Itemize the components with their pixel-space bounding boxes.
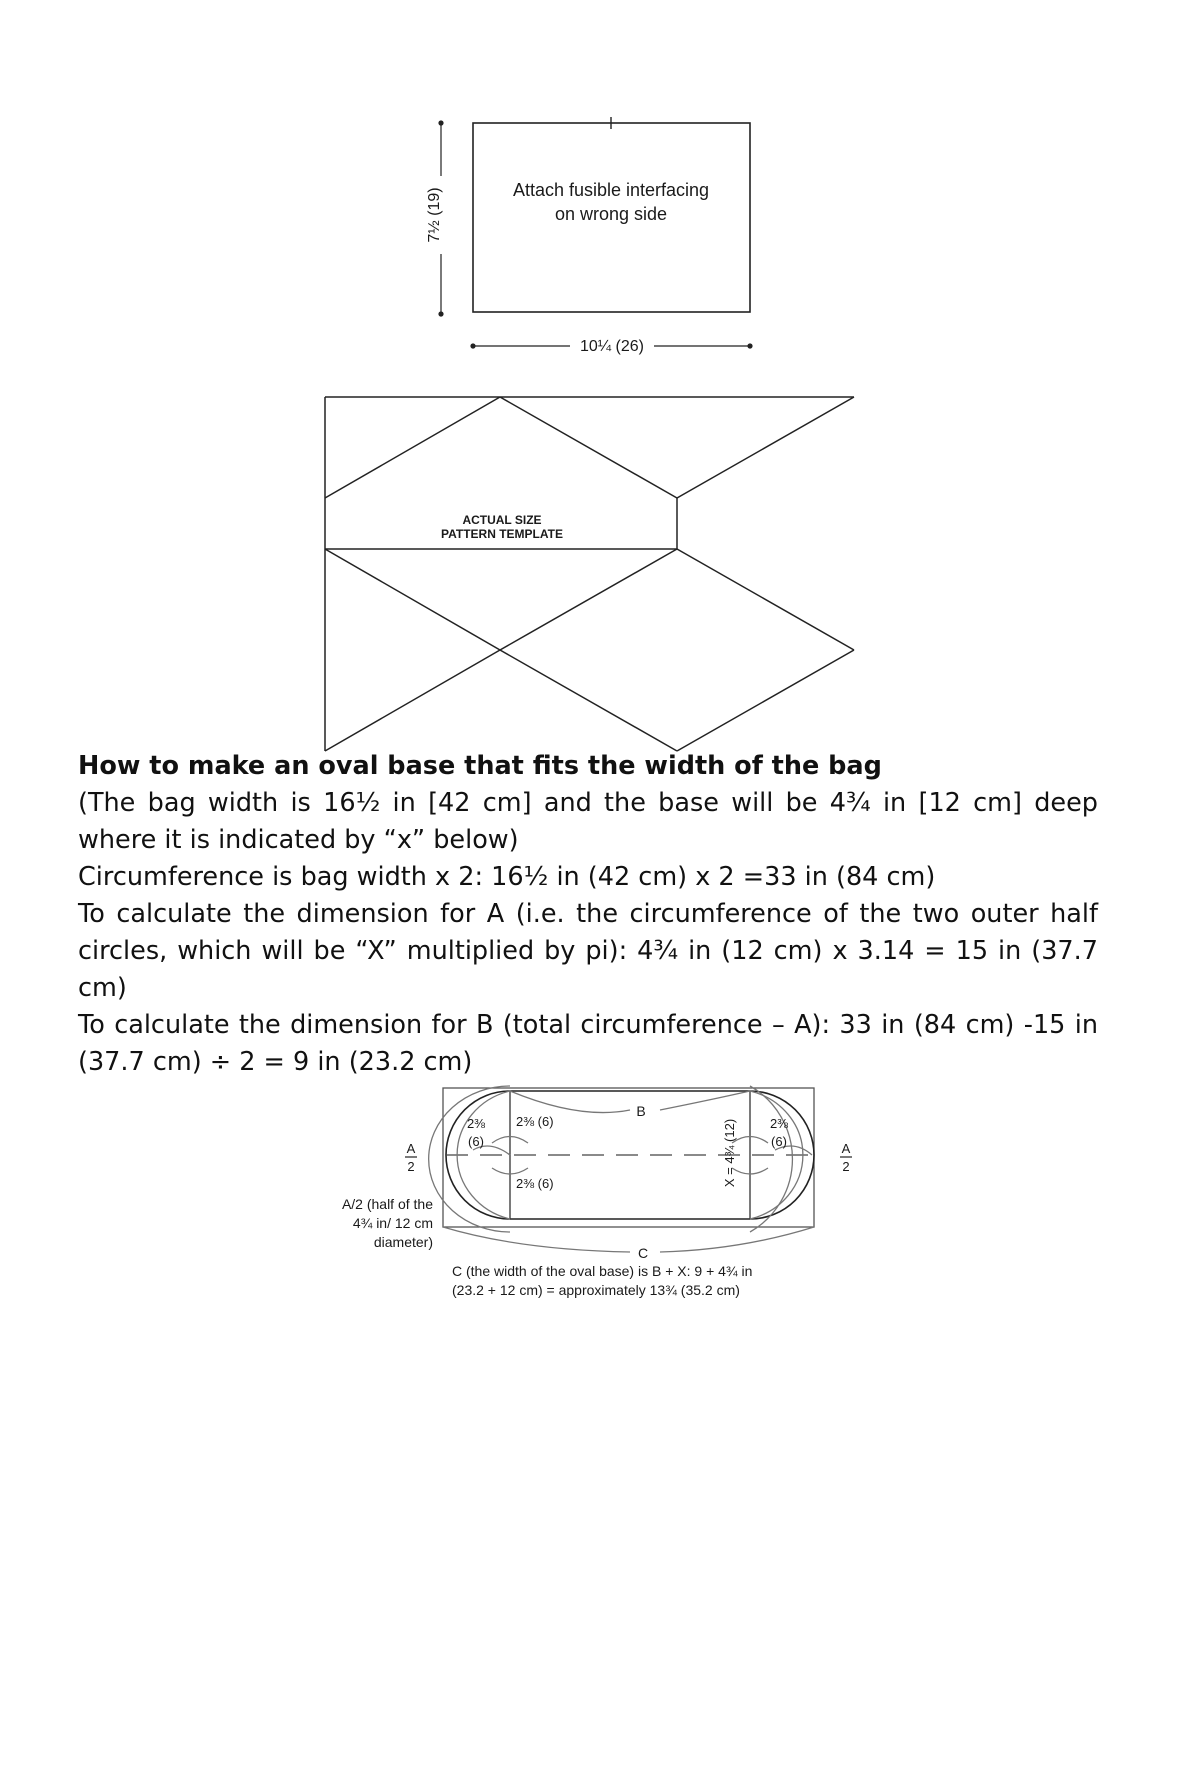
caption-line2: (23.2 + 12 cm) = approximately 13¾ (35.2 cm) bbox=[452, 1282, 740, 1298]
oval-base-figure bbox=[0, 1070, 1181, 1310]
paragraph-dimension-b: To calculate the dimension for B (total circumference – A): 33 in (84 cm) -15 in (37.7 cm) ÷ 2 = 9 in (23.2 cm) bbox=[78, 1010, 1098, 1077]
left-quarter-top: 2⅜ bbox=[466, 1116, 486, 1131]
bottom-left-dimension: 2⅜ (6) bbox=[516, 1176, 554, 1191]
instructions-heading: How to make an oval base that fits the width of the bag bbox=[78, 751, 882, 781]
left-note-line3: diameter) bbox=[373, 1234, 433, 1250]
label-b: B bbox=[636, 1103, 646, 1119]
caption-line1: C (the width of the oval base) is B + X: 9 + 4¾ in bbox=[452, 1263, 753, 1279]
right-a-half-numerator: A bbox=[841, 1141, 851, 1156]
paragraph-circumference: Circumference is bag width x 2: 16½ in (42 cm) x 2 =33 in (84 cm) bbox=[78, 862, 936, 892]
template-label-line2: PATTERN TEMPLATE bbox=[441, 527, 563, 541]
instructions-text bbox=[78, 748, 1098, 1081]
label-c: C bbox=[637, 1245, 649, 1261]
interfacing-label-line1: Attach fusible interfacing bbox=[512, 180, 710, 200]
x-dimension: X = 4¾ (12) bbox=[722, 1118, 737, 1188]
left-note-line2: 4¾ in/ 12 cm bbox=[352, 1215, 433, 1231]
left-quarter-bottom: (6) bbox=[468, 1134, 484, 1149]
pattern-template-figure bbox=[0, 380, 1181, 760]
template-label-line1: ACTUAL SIZE bbox=[462, 513, 542, 527]
top-left-dimension: 2⅜ (6) bbox=[516, 1114, 554, 1129]
interfacing-label-line2: on wrong side bbox=[554, 204, 668, 224]
right-quarter-top: 2⅜ bbox=[769, 1116, 789, 1131]
left-a-half-numerator: A bbox=[406, 1141, 416, 1156]
left-note-line1: A/2 (half of the bbox=[341, 1196, 433, 1212]
paragraph-bag-width: (The bag width is 16½ in [42 cm] and the base will be 4¾ in [12 cm] deep where it is indicated by “x” below) bbox=[78, 788, 1098, 855]
height-dimension: 7½ (19) bbox=[426, 187, 443, 243]
interfacing-rectangle-figure bbox=[0, 0, 1181, 370]
right-quarter-bottom: (6) bbox=[771, 1134, 787, 1149]
width-dimension: 10¼ (26) bbox=[579, 338, 645, 355]
left-a-half-denominator: 2 bbox=[407, 1159, 415, 1174]
right-a-half-denominator: 2 bbox=[842, 1159, 850, 1174]
paragraph-dimension-a: To calculate the dimension for A (i.e. the circumference of the two outer half circles, which will be “X” multiplied by pi): 4¾ in (12 cm) x 3.14 = 15 in (37.7 cm) bbox=[78, 899, 1098, 1003]
